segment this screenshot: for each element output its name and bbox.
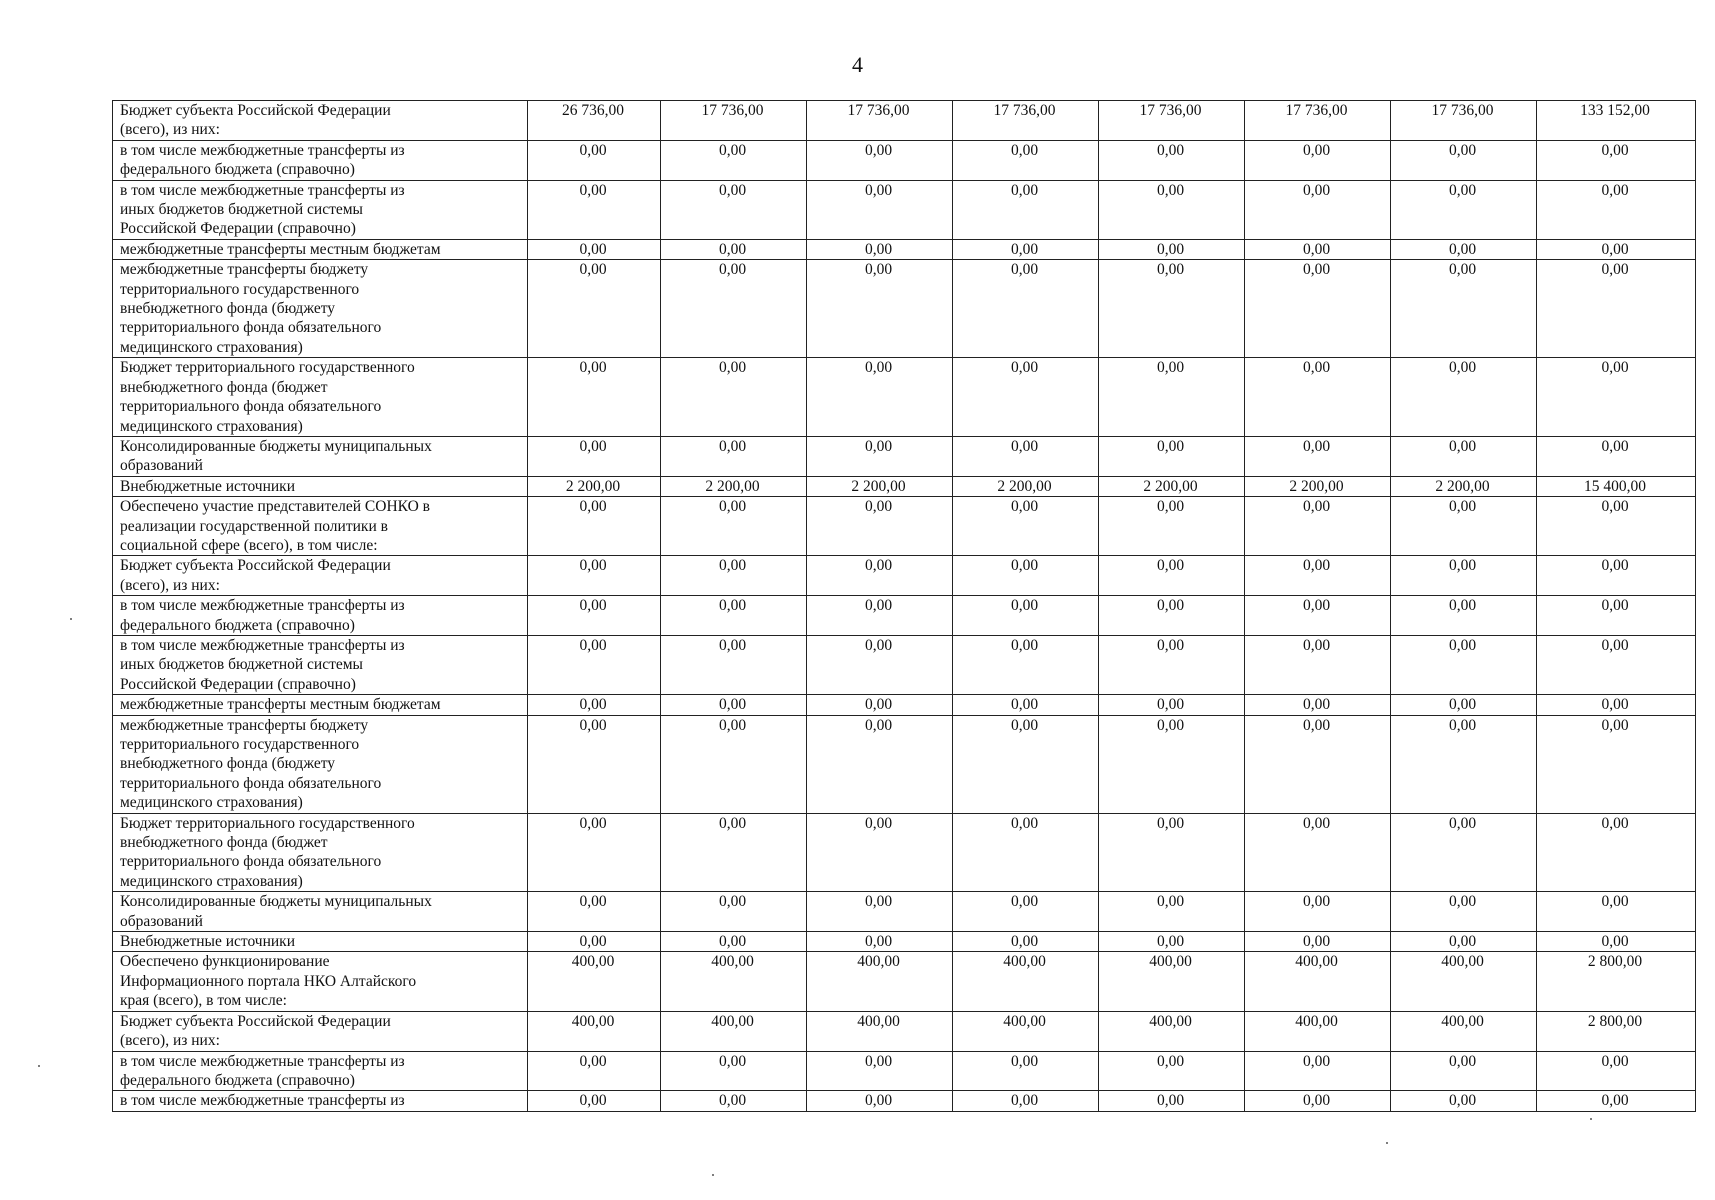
scan-speck: [1386, 1142, 1388, 1144]
row-total-cell: 133 152,00: [1537, 101, 1696, 141]
row-label-line: иных бюджетов бюджетной системы: [120, 656, 363, 674]
row-value-cell: 0,00: [528, 140, 661, 180]
row-label-cell: [113, 952, 528, 1011]
row-value-cell: 0,00: [661, 715, 807, 813]
row-value-cell: 0,00: [528, 497, 661, 556]
row-label-line: в том числе межбюджетные трансферты из: [120, 597, 405, 615]
row-value-cell: 2 200,00: [1099, 476, 1245, 496]
row-value-cell: 0,00: [1245, 1051, 1391, 1091]
row-value-cell: 0,00: [1245, 436, 1391, 476]
row-total-cell: 0,00: [1537, 180, 1696, 239]
row-label-line: Консолидированные бюджеты муниципальных: [120, 893, 432, 911]
table-row: [113, 952, 1696, 1011]
row-value-cell: 0,00: [1099, 932, 1245, 952]
page-number: 4: [852, 52, 863, 77]
row-value-cell: 17 736,00: [661, 101, 807, 141]
row-value-cell: 400,00: [1099, 1011, 1245, 1051]
row-value-cell: 0,00: [1391, 497, 1537, 556]
row-value-cell: 400,00: [661, 1011, 807, 1051]
row-label-line: Обеспечено функционирование: [120, 953, 330, 971]
row-value-cell: 0,00: [1391, 596, 1537, 636]
row-label-line: медицинского страхования): [120, 794, 303, 812]
table-row: [113, 140, 1696, 180]
row-total-cell: 0,00: [1537, 695, 1696, 715]
row-label-line: иных бюджетов бюджетной системы: [120, 201, 363, 219]
row-value-cell: 0,00: [953, 1051, 1099, 1091]
scan-speck: [70, 618, 72, 620]
row-total-cell: 0,00: [1537, 497, 1696, 556]
row-total-cell: 0,00: [1537, 556, 1696, 596]
row-label-cell: [113, 476, 528, 496]
row-value-cell: 0,00: [953, 635, 1099, 694]
row-value-cell: 400,00: [1391, 952, 1537, 1011]
row-label-line: федерального бюджета (справочно): [120, 1071, 355, 1089]
row-value-cell: 0,00: [1099, 497, 1245, 556]
row-value-cell: 0,00: [807, 932, 953, 952]
row-value-cell: 0,00: [1391, 813, 1537, 892]
row-value-cell: 0,00: [1099, 260, 1245, 358]
row-label-line: Бюджет субъекта Российской Федерации: [120, 102, 391, 119]
scan-speck: [712, 1174, 714, 1176]
row-value-cell: 0,00: [1099, 1091, 1245, 1111]
row-label-cell: [113, 140, 528, 180]
row-value-cell: 0,00: [528, 556, 661, 596]
row-value-cell: 0,00: [528, 1051, 661, 1091]
row-value-cell: 0,00: [1099, 695, 1245, 715]
row-value-cell: 0,00: [528, 932, 661, 952]
row-value-cell: 0,00: [807, 556, 953, 596]
row-value-cell: 2 200,00: [528, 476, 661, 496]
row-label-line: федерального бюджета (справочно): [120, 616, 355, 634]
row-value-cell: 0,00: [1391, 556, 1537, 596]
row-value-cell: 0,00: [1245, 260, 1391, 358]
table-row: [113, 596, 1696, 636]
row-value-cell: 0,00: [953, 715, 1099, 813]
row-value-cell: 0,00: [661, 596, 807, 636]
row-total-cell: 0,00: [1537, 715, 1696, 813]
row-label-line: (всего), из них:: [120, 576, 220, 594]
row-total-cell: 2 800,00: [1537, 952, 1696, 1011]
table-body: [113, 101, 1696, 1112]
row-label-line: Бюджет территориального государственного: [120, 814, 415, 832]
row-value-cell: 0,00: [661, 260, 807, 358]
row-label-cell: [113, 635, 528, 694]
table-row: [113, 813, 1696, 892]
row-label-line: территориального фонда обязательного: [120, 398, 382, 416]
row-value-cell: 0,00: [528, 892, 661, 932]
row-total-cell: 0,00: [1537, 1091, 1696, 1111]
row-value-cell: 0,00: [1245, 556, 1391, 596]
row-label-line: межбюджетные трансферты бюджету: [120, 716, 369, 734]
row-value-cell: 0,00: [1245, 932, 1391, 952]
row-value-cell: 0,00: [807, 1051, 953, 1091]
row-total-cell: 0,00: [1537, 892, 1696, 932]
row-value-cell: 2 200,00: [661, 476, 807, 496]
row-value-cell: 400,00: [953, 1011, 1099, 1051]
row-value-cell: 0,00: [807, 140, 953, 180]
row-label-line: межбюджетные трансферты местным бюджетам: [120, 240, 441, 258]
row-value-cell: 0,00: [1245, 695, 1391, 715]
row-value-cell: 17 736,00: [1391, 101, 1537, 141]
row-value-cell: 400,00: [807, 952, 953, 1011]
row-value-cell: 0,00: [807, 596, 953, 636]
row-label-line: медицинского страхования): [120, 872, 303, 890]
row-total-cell: 0,00: [1537, 140, 1696, 180]
row-value-cell: 17 736,00: [1099, 101, 1245, 141]
row-value-cell: 17 736,00: [807, 101, 953, 141]
row-value-cell: 0,00: [661, 556, 807, 596]
row-label-cell: [113, 180, 528, 239]
row-value-cell: 0,00: [1099, 596, 1245, 636]
row-value-cell: 0,00: [1391, 1091, 1537, 1111]
row-label-line: территориального фонда обязательного: [120, 853, 382, 871]
table-row: [113, 497, 1696, 556]
row-label-cell: [113, 892, 528, 932]
row-value-cell: 0,00: [1245, 596, 1391, 636]
row-value-cell: 0,00: [1099, 1051, 1245, 1091]
row-value-cell: 0,00: [528, 596, 661, 636]
table-row: [113, 556, 1696, 596]
table-row: [113, 635, 1696, 694]
row-value-cell: 0,00: [1099, 239, 1245, 259]
row-value-cell: 0,00: [1099, 892, 1245, 932]
row-label-line: внебюджетного фонда (бюджет: [120, 834, 328, 852]
row-label-line: медицинского страхования): [120, 338, 303, 356]
row-value-cell: 0,00: [661, 813, 807, 892]
row-value-cell: 0,00: [1245, 813, 1391, 892]
row-value-cell: 0,00: [953, 436, 1099, 476]
row-value-cell: 0,00: [953, 892, 1099, 932]
row-value-cell: 0,00: [807, 260, 953, 358]
row-label-cell: [113, 556, 528, 596]
row-value-cell: 400,00: [807, 1011, 953, 1051]
row-label-cell: [113, 436, 528, 476]
row-value-cell: 0,00: [661, 358, 807, 437]
row-label-line: Внебюджетные источники: [120, 477, 296, 495]
row-value-cell: 0,00: [1391, 892, 1537, 932]
row-value-cell: 0,00: [1245, 140, 1391, 180]
row-value-cell: 400,00: [1099, 952, 1245, 1011]
row-value-cell: 0,00: [807, 180, 953, 239]
row-value-cell: 0,00: [1245, 715, 1391, 813]
row-label-line: социальной сфере (всего), в том числе:: [120, 536, 378, 554]
row-label-line: (всего), из них:: [120, 121, 220, 139]
row-label-line: территориального фонда обязательного: [120, 774, 382, 792]
row-value-cell: 0,00: [1391, 358, 1537, 437]
row-value-cell: 0,00: [953, 497, 1099, 556]
row-label-line: территориального государственного: [120, 736, 360, 753]
table-row: [113, 239, 1696, 259]
row-label-line: Внебюджетные источники: [120, 933, 296, 951]
table-row: [113, 436, 1696, 476]
row-label-line: образований: [120, 457, 203, 475]
row-value-cell: 0,00: [953, 358, 1099, 437]
row-label-line: территориального государственного: [120, 280, 360, 298]
row-value-cell: 0,00: [1391, 260, 1537, 358]
row-value-cell: 0,00: [1099, 358, 1245, 437]
row-label-line: Обеспечено участие представителей СОНКО в: [120, 498, 430, 516]
row-value-cell: 0,00: [661, 180, 807, 239]
row-label-cell: [113, 715, 528, 813]
row-value-cell: 0,00: [807, 813, 953, 892]
table-row: [113, 715, 1696, 813]
row-label-cell: [113, 932, 528, 952]
row-label-cell: [113, 1091, 528, 1111]
row-value-cell: 0,00: [807, 715, 953, 813]
row-label-cell: [113, 260, 528, 358]
row-value-cell: 0,00: [953, 596, 1099, 636]
row-label-line: в том числе межбюджетные трансферты из: [120, 1092, 405, 1110]
row-label-line: Консолидированные бюджеты муниципальных: [120, 437, 432, 455]
row-total-cell: 15 400,00: [1537, 476, 1696, 496]
row-label-line: в том числе межбюджетные трансферты из: [120, 141, 405, 159]
row-label-cell: [113, 813, 528, 892]
budget-table: [112, 100, 1696, 1112]
row-value-cell: 0,00: [1245, 1091, 1391, 1111]
row-value-cell: 0,00: [1245, 358, 1391, 437]
row-value-cell: 0,00: [1099, 436, 1245, 476]
row-value-cell: 26 736,00: [528, 101, 661, 141]
row-value-cell: 2 200,00: [807, 476, 953, 496]
row-value-cell: 0,00: [807, 436, 953, 476]
row-label-cell: [113, 1011, 528, 1051]
row-value-cell: 0,00: [1099, 813, 1245, 892]
row-value-cell: 0,00: [1099, 140, 1245, 180]
row-value-cell: 0,00: [953, 813, 1099, 892]
row-label-line: межбюджетные трансферты местным бюджетам: [120, 696, 441, 714]
row-label-line: в том числе межбюджетные трансферты из: [120, 636, 405, 654]
row-value-cell: 0,00: [953, 180, 1099, 239]
row-value-cell: 0,00: [1245, 635, 1391, 694]
row-label-line: реализации государственной политики в: [120, 517, 388, 535]
row-value-cell: 0,00: [1245, 180, 1391, 239]
row-value-cell: 0,00: [528, 695, 661, 715]
table-row: [113, 892, 1696, 932]
row-value-cell: 0,00: [528, 813, 661, 892]
row-value-cell: 0,00: [1391, 932, 1537, 952]
row-total-cell: 2 800,00: [1537, 1011, 1696, 1051]
row-value-cell: 0,00: [661, 695, 807, 715]
row-value-cell: 400,00: [953, 952, 1099, 1011]
row-value-cell: 400,00: [661, 952, 807, 1011]
row-value-cell: 0,00: [807, 1091, 953, 1111]
row-value-cell: 0,00: [528, 180, 661, 239]
row-value-cell: 0,00: [1245, 239, 1391, 259]
row-value-cell: 0,00: [1391, 180, 1537, 239]
row-label-line: в том числе межбюджетные трансферты из: [120, 1052, 405, 1070]
table-row: [113, 476, 1696, 496]
row-label-line: Бюджет территориального государственного: [120, 359, 415, 377]
row-total-cell: 0,00: [1537, 1051, 1696, 1091]
row-total-cell: 0,00: [1537, 358, 1696, 437]
row-value-cell: 0,00: [661, 1051, 807, 1091]
row-value-cell: 0,00: [953, 932, 1099, 952]
row-value-cell: 0,00: [528, 635, 661, 694]
row-value-cell: 0,00: [1099, 715, 1245, 813]
row-value-cell: 0,00: [1391, 239, 1537, 259]
scan-speck: [1590, 1118, 1592, 1120]
row-label-line: в том числе межбюджетные трансферты из: [120, 181, 405, 199]
row-label-line: федерального бюджета (справочно): [120, 161, 355, 179]
row-value-cell: 0,00: [661, 932, 807, 952]
row-value-cell: 400,00: [1245, 952, 1391, 1011]
row-label-cell: [113, 695, 528, 715]
table-row: [113, 180, 1696, 239]
row-label-cell: [113, 239, 528, 259]
row-value-cell: 0,00: [661, 635, 807, 694]
table-row: [113, 1011, 1696, 1051]
row-label-line: образований: [120, 912, 203, 930]
row-total-cell: 0,00: [1537, 635, 1696, 694]
table-row: [113, 1051, 1696, 1091]
row-label-line: Бюджет субъекта Российской Федерации: [120, 557, 391, 575]
row-label-line: внебюджетного фонда (бюджету: [120, 300, 336, 318]
row-total-cell: 0,00: [1537, 260, 1696, 358]
row-label-line: Российской Федерации (справочно): [120, 220, 356, 238]
row-total-cell: 0,00: [1537, 813, 1696, 892]
table-row: [113, 695, 1696, 715]
row-label-line: территориального фонда обязательного: [120, 319, 382, 337]
row-value-cell: 400,00: [528, 1011, 661, 1051]
row-label-line: края (всего), в том числе:: [120, 992, 287, 1010]
row-value-cell: 0,00: [807, 239, 953, 259]
row-label-line: Российской Федерации (справочно): [120, 675, 356, 693]
table-row: [113, 932, 1696, 952]
row-value-cell: 0,00: [1099, 635, 1245, 694]
row-total-cell: 0,00: [1537, 932, 1696, 952]
table-row: [113, 358, 1696, 437]
row-value-cell: 0,00: [528, 239, 661, 259]
row-value-cell: 0,00: [1245, 497, 1391, 556]
row-label-cell: [113, 101, 528, 141]
row-value-cell: 400,00: [1391, 1011, 1537, 1051]
row-value-cell: 0,00: [953, 260, 1099, 358]
row-value-cell: 0,00: [807, 497, 953, 556]
row-label-cell: [113, 596, 528, 636]
row-label-line: внебюджетного фонда (бюджету: [120, 755, 336, 773]
table-row: [113, 1091, 1696, 1111]
row-label-line: межбюджетные трансферты бюджету: [120, 261, 369, 279]
row-value-cell: 0,00: [807, 695, 953, 715]
row-label-line: внебюджетного фонда (бюджет: [120, 378, 328, 396]
row-value-cell: 0,00: [661, 239, 807, 259]
row-value-cell: 0,00: [953, 1091, 1099, 1111]
row-value-cell: 0,00: [661, 892, 807, 932]
table-row: [113, 260, 1696, 358]
row-total-cell: 0,00: [1537, 239, 1696, 259]
row-value-cell: 0,00: [1391, 715, 1537, 813]
row-value-cell: 0,00: [661, 497, 807, 556]
row-value-cell: 0,00: [1391, 635, 1537, 694]
table-row: [113, 101, 1696, 141]
row-value-cell: 0,00: [1391, 1051, 1537, 1091]
row-value-cell: 0,00: [1099, 180, 1245, 239]
row-value-cell: 0,00: [807, 635, 953, 694]
row-label-cell: [113, 497, 528, 556]
row-value-cell: 2 200,00: [1391, 476, 1537, 496]
row-value-cell: 17 736,00: [953, 101, 1099, 141]
row-label-line: (всего), из них:: [120, 1032, 220, 1050]
row-value-cell: 0,00: [953, 239, 1099, 259]
row-value-cell: 0,00: [528, 358, 661, 437]
row-label-line: Информационного портала НКО Алтайского: [120, 972, 417, 990]
row-value-cell: 2 200,00: [1245, 476, 1391, 496]
row-total-cell: 0,00: [1537, 596, 1696, 636]
row-value-cell: 400,00: [1245, 1011, 1391, 1051]
row-value-cell: 0,00: [661, 436, 807, 476]
row-value-cell: 0,00: [1391, 436, 1537, 476]
row-label-line: медицинского страхования): [120, 417, 303, 435]
row-value-cell: 0,00: [953, 695, 1099, 715]
row-value-cell: 0,00: [661, 1091, 807, 1111]
row-total-cell: 0,00: [1537, 436, 1696, 476]
row-value-cell: 0,00: [807, 358, 953, 437]
row-value-cell: 2 200,00: [953, 476, 1099, 496]
row-value-cell: 0,00: [528, 715, 661, 813]
row-value-cell: 0,00: [1245, 892, 1391, 932]
row-value-cell: 0,00: [528, 1091, 661, 1111]
row-value-cell: 0,00: [953, 556, 1099, 596]
row-value-cell: 17 736,00: [1245, 101, 1391, 141]
row-value-cell: 0,00: [1099, 556, 1245, 596]
row-value-cell: 0,00: [807, 892, 953, 932]
scan-speck: [38, 1065, 40, 1067]
row-value-cell: 0,00: [528, 436, 661, 476]
row-value-cell: 0,00: [1391, 140, 1537, 180]
row-value-cell: 0,00: [953, 140, 1099, 180]
row-label-line: Бюджет субъекта Российской Федерации: [120, 1012, 391, 1030]
row-value-cell: 0,00: [528, 260, 661, 358]
row-value-cell: 0,00: [661, 140, 807, 180]
row-label-cell: [113, 1051, 528, 1091]
row-value-cell: 400,00: [528, 952, 661, 1011]
row-label-cell: [113, 358, 528, 437]
row-value-cell: 0,00: [1391, 695, 1537, 715]
